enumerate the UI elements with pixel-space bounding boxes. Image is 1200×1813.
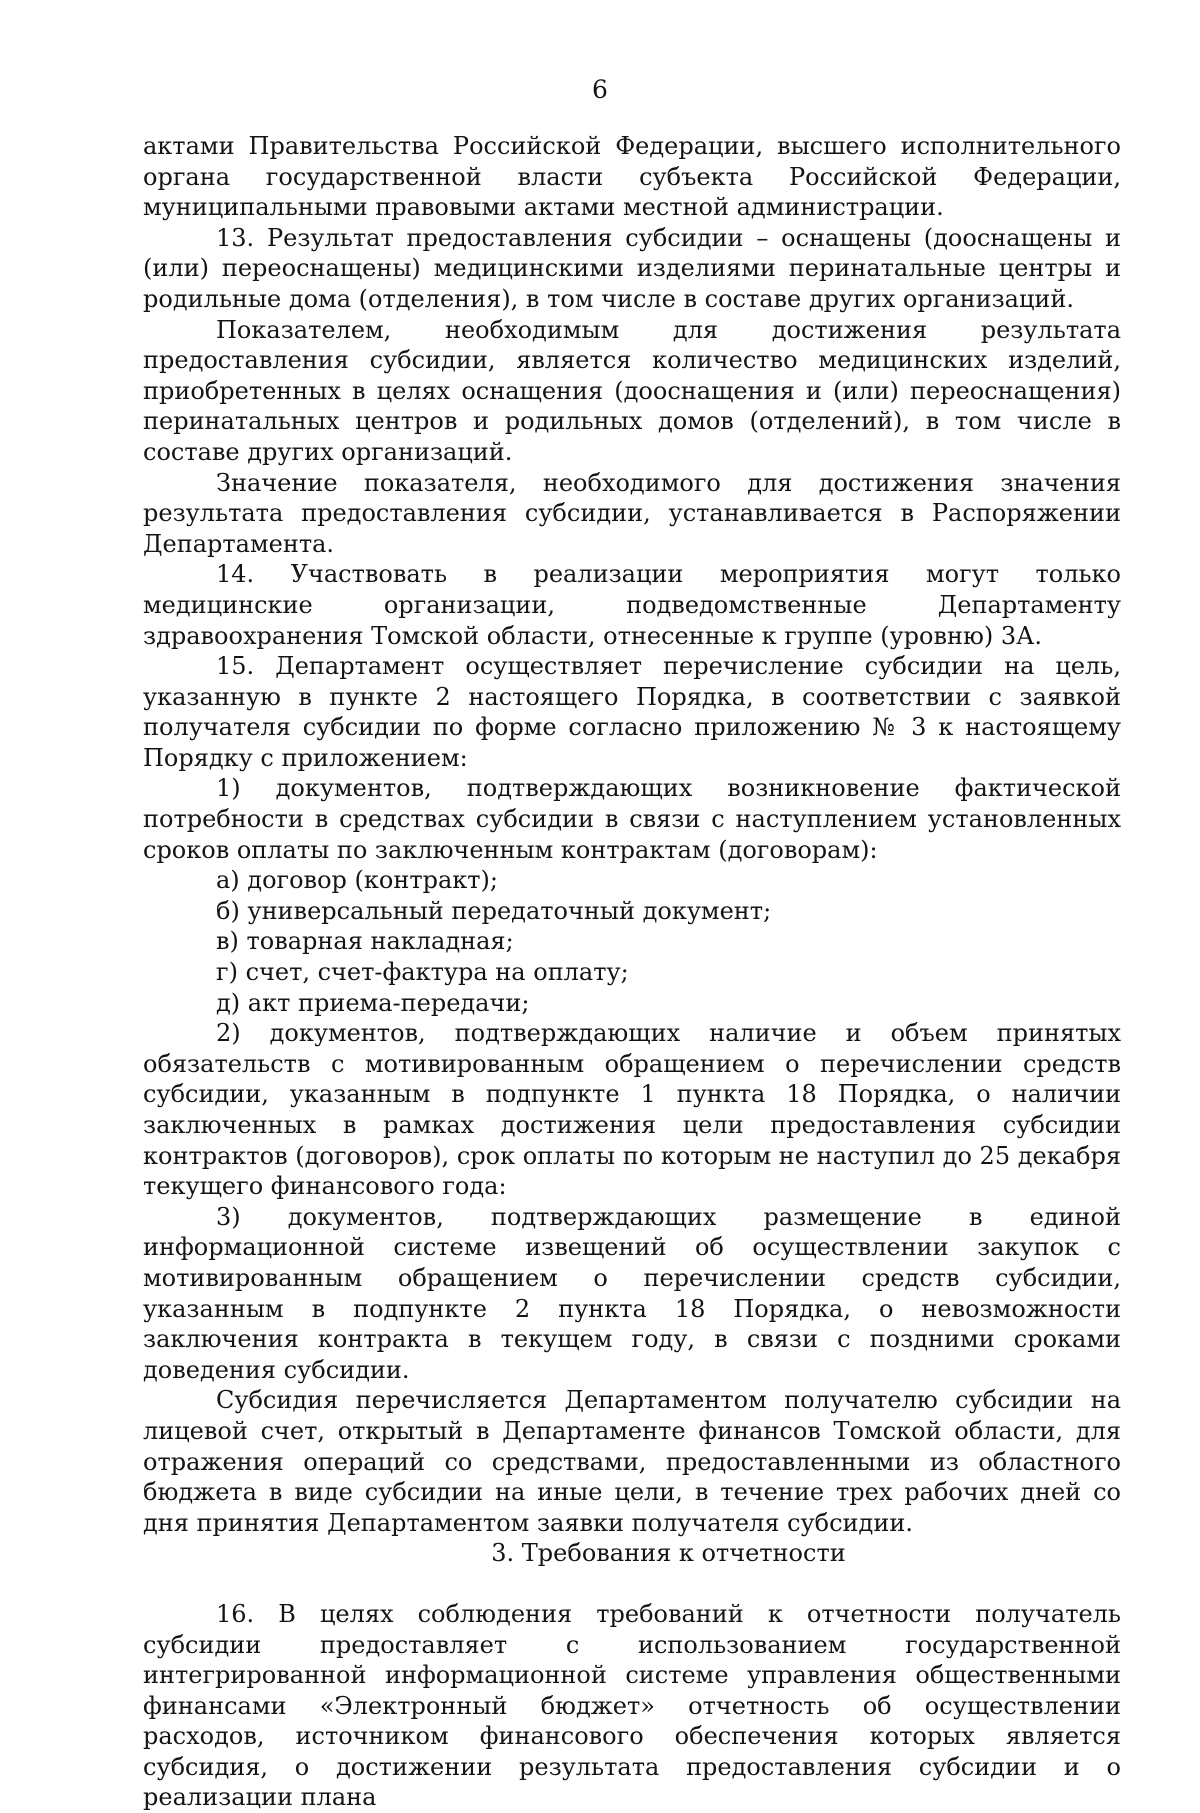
document-body	[143, 131, 1121, 1813]
page-number: 6	[592, 75, 608, 104]
list-item-documents-3: 3) документов, подтверждающих размещение в единой информационной системе извещений об осуществлении закупок с мотивированным обращением о перечислении средств субсидии, указанным в подпункте 2 пункта 18 Порядка, о невозможности заключения контракта в текущем году, в связи с поздними сроками доведения субсидии.	[143, 1202, 1121, 1384]
paragraph-16-reporting: 16. В целях соблюдения требований к отчетности получатель субсидии предоставляет с использованием государственной интегрированной информационной системе управления общественными финансами «Электронный бюджет» отчетность об осуществлении расходов, источником финансового обеспечения которых является субсидия, о достижении результата предоставления субсидии и о реализации плана	[143, 1599, 1121, 1812]
paragraph-14-participants: 14. Участвовать в реализации мероприятия могут только медицинские организации, подведомственные Департаменту здравоохранения Томской области, отнесенные к группе (уровню) 3А.	[143, 560, 1121, 650]
paragraph-indicator-value: Значение показателя, необходимого для достижения значения результата предоставления субсидии, устанавливается в Распоряжении Департамента.	[143, 468, 1121, 558]
list-item-documents-2: 2) документов, подтверждающих наличие и объем принятых обязательств с мотивированным обращением о перечислении средств субсидии, указанным в подпункте 1 пункта 18 Порядка, о наличии заключенных в рамках достижения цели предоставления субсидии контрактов (договоров), срок оплаты по которым не наступил до 25 декабря текущего финансового года:	[143, 1019, 1121, 1201]
paragraph-13-result: 13. Результат предоставления субсидии – оснащены (дооснащены и (или) переоснащены) медицинскими изделиями перинатальные центры и родильные дома (отделения), в том числе в составе других организаций.	[143, 223, 1121, 313]
section-heading-reporting: 3. Требования к отчетности	[491, 1539, 846, 1568]
list-item-g: г) счет, счет-фактура на оплату;	[216, 958, 629, 987]
list-item-b: б) универсальный передаточный документ;	[216, 896, 772, 925]
paragraph-indicator: Показателем, необходимым для достижения результата предоставления субсидии, является количество медицинских изделий, приобретенных в целях оснащения (дооснащения и (или) переоснащения) перинатальных центров и родильных домов (отделений), в том числе в составе других организаций.	[143, 315, 1121, 466]
paragraph-15-transfer: 15. Департамент осуществляет перечисление субсидии на цель, указанную в пункте 2 настоящего Порядка, в соответствии с заявкой получателя субсидии по форме согласно приложению № 3 к настоящему Порядку с приложением:	[143, 652, 1121, 772]
list-item-v: в) товарная накладная;	[216, 927, 514, 956]
list-item-a: а) договор (контракт);	[216, 866, 498, 895]
list-item-documents-1: 1) документов, подтверждающих возникновение фактической потребности в средствах субсидии в связи с наступлением установленных сроков оплаты по заключенным контрактам (договорам):	[143, 774, 1121, 864]
list-item-d: д) акт приема-передачи;	[216, 988, 530, 1017]
paragraph-continuation: актами Правительства Российской Федерации, высшего исполнительного органа государственной власти субъекта Российской Федерации, муниципальными правовыми актами местной администрации.	[143, 132, 1121, 222]
paragraph-subsidy-transfer: Субсидия перечисляется Департаментом получателю субсидии на лицевой счет, открытый в Департаменте финансов Томской области, для отражения операций со средствами, предоставленными из областного бюджета в виде субсидии на иные цели, в течение трех рабочих дней со дня принятия Департаментом заявки получателя субсидии.	[143, 1386, 1121, 1537]
